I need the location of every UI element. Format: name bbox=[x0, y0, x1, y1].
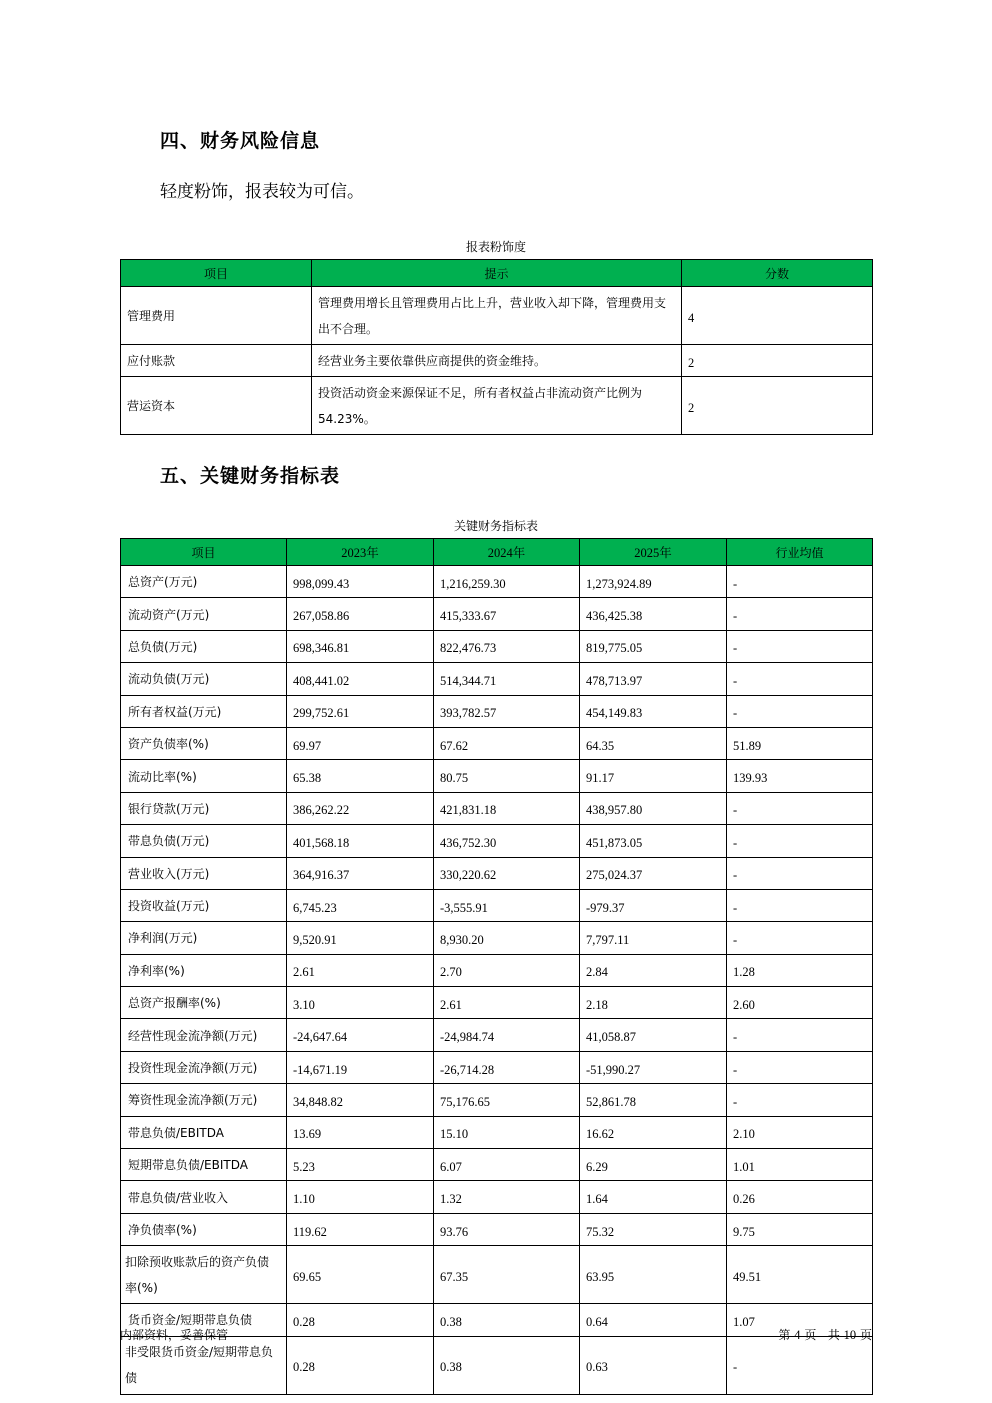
table-row bbox=[121, 727, 873, 759]
value-2023-cell: 998,099.43 bbox=[287, 566, 434, 598]
item-cell: 银行贷款(万元) bbox=[121, 792, 287, 824]
table-row bbox=[121, 760, 873, 792]
value-2025-cell: 91.17 bbox=[580, 760, 727, 792]
value-2024-cell: 6.07 bbox=[434, 1149, 580, 1181]
value-2024-cell: 93.76 bbox=[434, 1213, 580, 1245]
value-2024-cell: 1,216,259.30 bbox=[434, 566, 580, 598]
table-header-row bbox=[121, 260, 873, 287]
value-2025-cell: -979.37 bbox=[580, 889, 727, 921]
table-row bbox=[121, 1336, 873, 1394]
value-2024-cell: -26,714.28 bbox=[434, 1051, 580, 1083]
table-row bbox=[121, 1019, 873, 1051]
column-header: 分数 bbox=[682, 260, 873, 287]
table-row bbox=[121, 1116, 873, 1148]
item-cell: 非受限货币资金/短期带息负债 bbox=[121, 1336, 287, 1394]
industry-avg-cell: - bbox=[727, 598, 873, 630]
value-2025-cell: 478,713.97 bbox=[580, 663, 727, 695]
industry-avg-cell: 2.60 bbox=[727, 987, 873, 1019]
item-cell: 净利润(万元) bbox=[121, 922, 287, 954]
value-2023-cell: 2.61 bbox=[287, 954, 434, 986]
item-cell: 净负债率(%) bbox=[121, 1213, 287, 1245]
industry-avg-cell: 1.28 bbox=[727, 954, 873, 986]
table-row bbox=[121, 630, 873, 662]
section5-heading: 五、关键财务指标表 bbox=[160, 465, 341, 487]
value-2023-cell: 69.97 bbox=[287, 727, 434, 759]
value-2025-cell: -51,990.27 bbox=[580, 1051, 727, 1083]
value-2023-cell: 34,848.82 bbox=[287, 1084, 434, 1116]
value-2024-cell: 514,344.71 bbox=[434, 663, 580, 695]
item-cell: 总负债(万元) bbox=[121, 630, 287, 662]
value-2025-cell: 454,149.83 bbox=[580, 695, 727, 727]
page-indicator bbox=[778, 1326, 872, 1343]
item-cell: 筹资性现金流净额(万元) bbox=[121, 1084, 287, 1116]
value-2023-cell: 69.65 bbox=[287, 1246, 434, 1304]
table-row bbox=[121, 695, 873, 727]
value-2023-cell: 3.10 bbox=[287, 987, 434, 1019]
hint-cell: 管理费用增长且管理费用占比上升，营业收入却下降，管理费用支出不合理。 bbox=[312, 287, 682, 345]
value-2023-cell: 6,745.23 bbox=[287, 889, 434, 921]
item-cell: 净利率(%) bbox=[121, 954, 287, 986]
section4-summary: 轻度粉饰，报表较为可信。 bbox=[160, 182, 364, 202]
value-2024-cell: 436,752.30 bbox=[434, 825, 580, 857]
industry-avg-cell: 49.51 bbox=[727, 1246, 873, 1304]
value-2023-cell: 13.69 bbox=[287, 1116, 434, 1148]
value-2023-cell: 5.23 bbox=[287, 1149, 434, 1181]
value-2025-cell: 63.95 bbox=[580, 1246, 727, 1304]
page-label: 共 bbox=[827, 1328, 840, 1342]
value-2024-cell: 421,831.18 bbox=[434, 792, 580, 824]
footer-note: 内部资料，妥善保管 bbox=[120, 1328, 229, 1342]
table-row bbox=[121, 825, 873, 857]
industry-avg-cell: 9.75 bbox=[727, 1213, 873, 1245]
value-2023-cell: -14,671.19 bbox=[287, 1051, 434, 1083]
industry-avg-cell: - bbox=[727, 695, 873, 727]
value-2025-cell: 0.63 bbox=[580, 1336, 727, 1394]
item-cell: 总资产报酬率(%) bbox=[121, 987, 287, 1019]
whitewash-table bbox=[120, 259, 873, 435]
item-cell: 所有者权益(万元) bbox=[121, 695, 287, 727]
industry-avg-cell: - bbox=[727, 1336, 873, 1394]
value-2024-cell: 67.62 bbox=[434, 727, 580, 759]
item-cell: 短期带息负债/EBITDA bbox=[121, 1149, 287, 1181]
table-header-row bbox=[121, 539, 873, 566]
table-row bbox=[121, 1181, 873, 1213]
value-2023-cell: 408,441.02 bbox=[287, 663, 434, 695]
value-2024-cell: 0.38 bbox=[434, 1336, 580, 1394]
value-2025-cell: 2.84 bbox=[580, 954, 727, 986]
indicator-table-caption: 关键财务指标表 bbox=[453, 519, 538, 533]
value-2023-cell: 386,262.22 bbox=[287, 792, 434, 824]
table-row bbox=[121, 663, 873, 695]
value-2025-cell: 819,775.05 bbox=[580, 630, 727, 662]
column-header: 2025年 bbox=[580, 539, 727, 566]
value-2023-cell: 1.10 bbox=[287, 1181, 434, 1213]
column-header: 2023年 bbox=[287, 539, 434, 566]
value-2023-cell: 698,346.81 bbox=[287, 630, 434, 662]
value-2025-cell: 6.29 bbox=[580, 1149, 727, 1181]
item-cell: 流动资产(万元) bbox=[121, 598, 287, 630]
industry-avg-cell: - bbox=[727, 922, 873, 954]
table-row bbox=[121, 889, 873, 921]
item-cell: 货币资金/短期带息负债 bbox=[121, 1304, 287, 1336]
industry-avg-cell: - bbox=[727, 857, 873, 889]
column-header: 项目 bbox=[121, 539, 287, 566]
table-row bbox=[121, 1304, 873, 1336]
table-row bbox=[121, 566, 873, 598]
value-2023-cell: 0.28 bbox=[287, 1304, 434, 1336]
value-2024-cell: 393,782.57 bbox=[434, 695, 580, 727]
industry-avg-cell: - bbox=[727, 889, 873, 921]
item-cell: 投资收益(万元) bbox=[121, 889, 287, 921]
value-2025-cell: 1.64 bbox=[580, 1181, 727, 1213]
value-2023-cell: 9,520.91 bbox=[287, 922, 434, 954]
indicator-table bbox=[120, 538, 873, 1395]
item-cell: 带息负债/营业收入 bbox=[121, 1181, 287, 1213]
item-cell: 应付账款 bbox=[121, 345, 312, 377]
value-2024-cell: 415,333.67 bbox=[434, 598, 580, 630]
page-label: 页 bbox=[859, 1328, 872, 1342]
item-cell: 带息负债(万元) bbox=[121, 825, 287, 857]
page-label: 第 bbox=[778, 1328, 791, 1342]
column-header: 项目 bbox=[121, 260, 312, 287]
table-row bbox=[121, 987, 873, 1019]
hint-cell: 投资活动资金来源保证不足，所有者权益占非流动资产比例为54.23%。 bbox=[312, 377, 682, 435]
table-row bbox=[121, 1246, 873, 1304]
table-row bbox=[121, 287, 873, 345]
table-row bbox=[121, 954, 873, 986]
value-2025-cell: 451,873.05 bbox=[580, 825, 727, 857]
industry-avg-cell: - bbox=[727, 630, 873, 662]
value-2024-cell: 0.38 bbox=[434, 1304, 580, 1336]
value-2025-cell: 75.32 bbox=[580, 1213, 727, 1245]
score-cell: 2 bbox=[682, 377, 873, 435]
value-2023-cell: 119.62 bbox=[287, 1213, 434, 1245]
industry-avg-cell: - bbox=[727, 825, 873, 857]
value-2023-cell: 267,058.86 bbox=[287, 598, 434, 630]
value-2024-cell: 2.61 bbox=[434, 987, 580, 1019]
item-cell: 投资性现金流净额(万元) bbox=[121, 1051, 287, 1083]
item-cell: 扣除预收账款后的资产负债率(%) bbox=[121, 1246, 287, 1304]
score-cell: 4 bbox=[682, 287, 873, 345]
item-cell: 流动负债(万元) bbox=[121, 663, 287, 695]
table-row bbox=[121, 922, 873, 954]
table-row bbox=[121, 598, 873, 630]
item-cell: 资产负债率(%) bbox=[121, 727, 287, 759]
value-2025-cell: 436,425.38 bbox=[580, 598, 727, 630]
value-2025-cell: 7,797.11 bbox=[580, 922, 727, 954]
whitewash-table-caption: 报表粉饰度 bbox=[465, 240, 526, 254]
industry-avg-cell: 1.07 bbox=[727, 1304, 873, 1336]
industry-avg-cell: 2.10 bbox=[727, 1116, 873, 1148]
value-2025-cell: 64.35 bbox=[580, 727, 727, 759]
value-2025-cell: 1,273,924.89 bbox=[580, 566, 727, 598]
value-2024-cell: 822,476.73 bbox=[434, 630, 580, 662]
value-2024-cell: 330,220.62 bbox=[434, 857, 580, 889]
industry-avg-cell: 0.26 bbox=[727, 1181, 873, 1213]
value-2024-cell: -3,555.91 bbox=[434, 889, 580, 921]
item-cell: 经营性现金流净额(万元) bbox=[121, 1019, 287, 1051]
page-total: 10 bbox=[843, 1328, 857, 1342]
item-cell: 营运资本 bbox=[121, 377, 312, 435]
column-header: 行业均值 bbox=[727, 539, 873, 566]
value-2025-cell: 0.64 bbox=[580, 1304, 727, 1336]
hint-cell: 经营业务主要依靠供应商提供的资金维持。 bbox=[312, 345, 682, 377]
value-2025-cell: 275,024.37 bbox=[580, 857, 727, 889]
industry-avg-cell: - bbox=[727, 663, 873, 695]
item-cell: 管理费用 bbox=[121, 287, 312, 345]
industry-avg-cell: 51.89 bbox=[727, 727, 873, 759]
table-row bbox=[121, 377, 873, 435]
industry-avg-cell: - bbox=[727, 1084, 873, 1116]
item-cell: 营业收入(万元) bbox=[121, 857, 287, 889]
column-header: 2024年 bbox=[434, 539, 580, 566]
table-row bbox=[121, 345, 873, 377]
item-cell: 流动比率(%) bbox=[121, 760, 287, 792]
value-2025-cell: 16.62 bbox=[580, 1116, 727, 1148]
value-2024-cell: 75,176.65 bbox=[434, 1084, 580, 1116]
value-2024-cell: 8,930.20 bbox=[434, 922, 580, 954]
table-row bbox=[121, 1149, 873, 1181]
value-2024-cell: 2.70 bbox=[434, 954, 580, 986]
item-cell: 总资产(万元) bbox=[121, 566, 287, 598]
value-2024-cell: -24,984.74 bbox=[434, 1019, 580, 1051]
section4-heading: 四、财务风险信息 bbox=[160, 130, 321, 152]
table-row bbox=[121, 1084, 873, 1116]
column-header: 提示 bbox=[312, 260, 682, 287]
industry-avg-cell: 139.93 bbox=[727, 760, 873, 792]
value-2024-cell: 80.75 bbox=[434, 760, 580, 792]
industry-avg-cell: - bbox=[727, 1051, 873, 1083]
table-row bbox=[121, 857, 873, 889]
item-cell: 带息负债/EBITDA bbox=[121, 1116, 287, 1148]
value-2025-cell: 2.18 bbox=[580, 987, 727, 1019]
value-2023-cell: -24,647.64 bbox=[287, 1019, 434, 1051]
industry-avg-cell: - bbox=[727, 1019, 873, 1051]
table-row bbox=[121, 1213, 873, 1245]
page-label: 页 bbox=[804, 1328, 817, 1342]
value-2023-cell: 364,916.37 bbox=[287, 857, 434, 889]
value-2024-cell: 1.32 bbox=[434, 1181, 580, 1213]
score-cell: 2 bbox=[682, 345, 873, 377]
industry-avg-cell: - bbox=[727, 566, 873, 598]
value-2025-cell: 52,861.78 bbox=[580, 1084, 727, 1116]
page-current: 4 bbox=[794, 1328, 801, 1342]
value-2023-cell: 65.38 bbox=[287, 760, 434, 792]
table-row bbox=[121, 792, 873, 824]
value-2025-cell: 438,957.80 bbox=[580, 792, 727, 824]
value-2023-cell: 401,568.18 bbox=[287, 825, 434, 857]
value-2024-cell: 67.35 bbox=[434, 1246, 580, 1304]
value-2025-cell: 41,058.87 bbox=[580, 1019, 727, 1051]
industry-avg-cell: 1.01 bbox=[727, 1149, 873, 1181]
table-row bbox=[121, 1051, 873, 1083]
value-2023-cell: 0.28 bbox=[287, 1336, 434, 1394]
value-2024-cell: 15.10 bbox=[434, 1116, 580, 1148]
value-2023-cell: 299,752.61 bbox=[287, 695, 434, 727]
industry-avg-cell: - bbox=[727, 792, 873, 824]
